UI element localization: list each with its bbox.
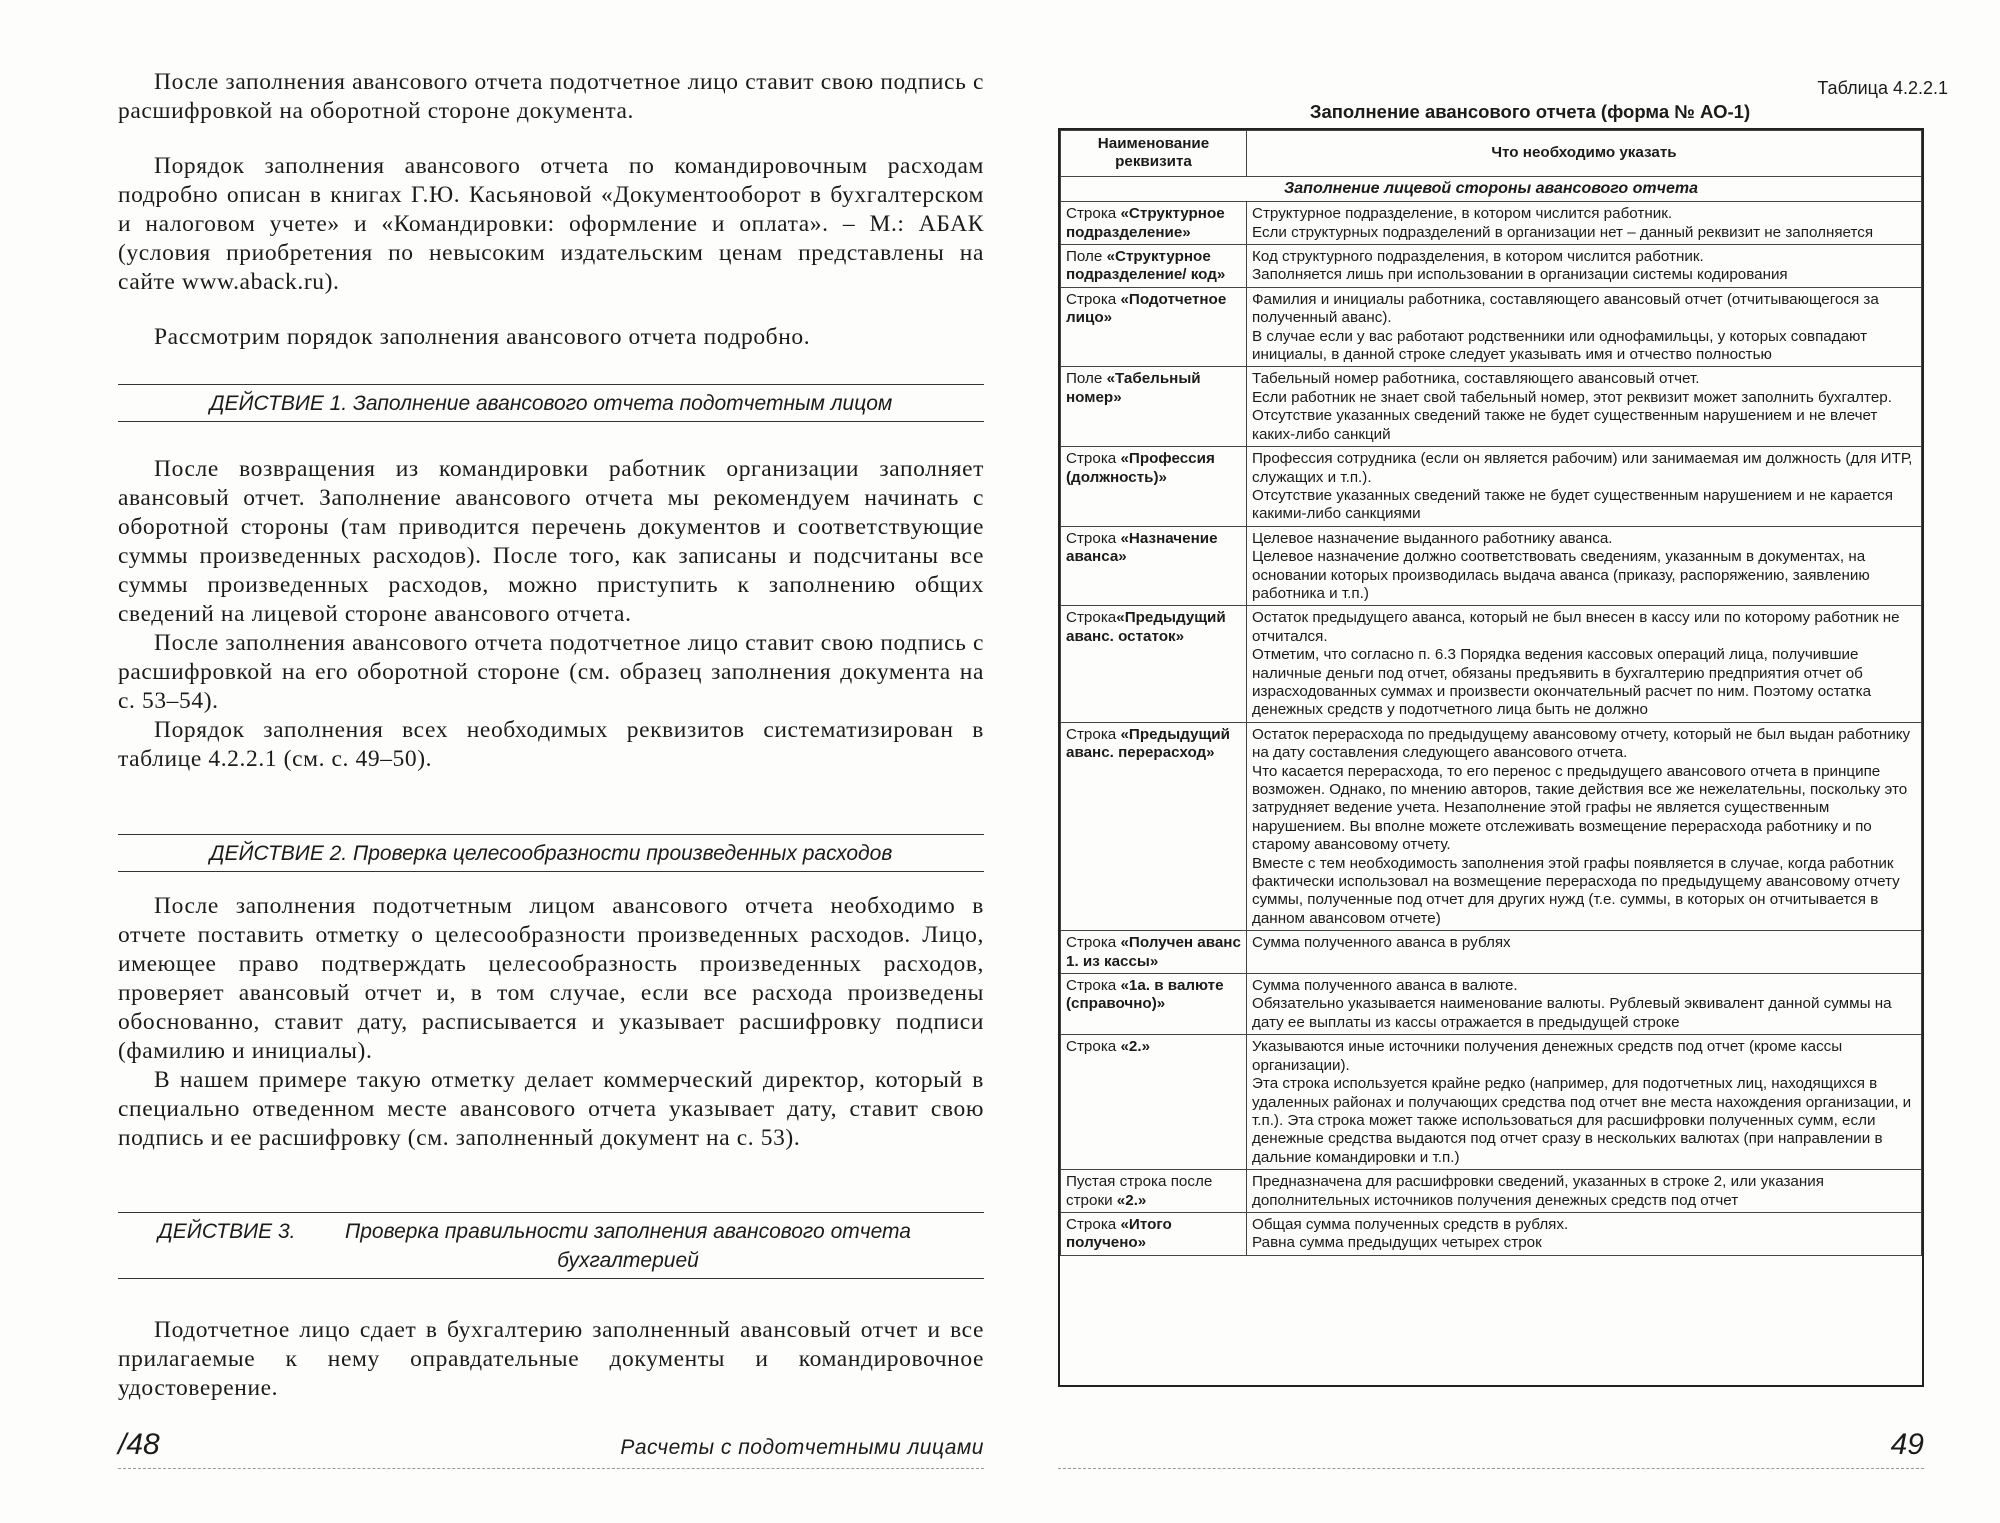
requisite-name xyxy=(1061,367,1247,447)
action-3-title: Проверка правильности заполнения авансового отчета бухгалтерией xyxy=(345,1220,911,1272)
requisite-prefix: Строка xyxy=(1066,609,1117,627)
requisite-description: Предназначена для расшифровки сведений, указанных в строке 2, или указания дополнительных источников получения денежных средств под отчет xyxy=(1247,1170,1922,1213)
requisite-prefix: Строка xyxy=(1066,934,1121,952)
paragraph: После заполнения авансового отчета подотчетное лицо ставит свою подпись с расшифровкой на его оборотной стороне (см. образец заполнения документа на с. 53–54). xyxy=(118,630,984,714)
requisite-prefix: Строка xyxy=(1066,529,1121,547)
page-number: /48 xyxy=(118,1428,160,1461)
requisite-prefix: Строка xyxy=(1066,450,1121,468)
requisite-description: Сумма полученного аванса в валюте. Обязательно указывается наименование валюты. Рублевый эквивалент данной суммы на дату ее выплаты из кассы отражается в предыдущей строке xyxy=(1247,974,1922,1035)
running-head: Расчеты с подотчетными лицами xyxy=(620,1436,984,1459)
table-row xyxy=(1061,1212,1922,1255)
table-row xyxy=(1061,974,1922,1035)
requisite-name xyxy=(1061,931,1247,974)
requisite-description: Общая сумма полученных средств в рублях. Равна сумма предыдущих четырех строк xyxy=(1247,1212,1922,1255)
requisite-prefix: Поле xyxy=(1066,370,1107,388)
requisite-description: Фамилия и инициалы работника, составляющего авансовый отчет (отчитывающегося за полученный аванс). В случае если у вас работают родственники или однофамильцы, у которых совпадают инициалы, в данной строке следует указывать имя и отчество полностью xyxy=(1247,287,1922,367)
requisite-label: «Структурное подразделение/ код» xyxy=(1066,248,1226,284)
requisite-description: Код структурного подразделения, в котором числится работник. Заполняется лишь при использовании в организации системы кодирования xyxy=(1247,245,1922,288)
paragraph: После заполнения авансового отчета подотчетное лицо ставит свою подпись с расшифровкой на оборотной стороне документа. xyxy=(118,69,984,124)
requisite-label: «Итого получено» xyxy=(1066,1215,1172,1252)
table-title: Заполнение авансового отчета (форма № АО-1) xyxy=(1309,101,1751,122)
requisite-label: «Предыдущий аванс. перерасход» xyxy=(1066,725,1230,762)
column-header: Наименование реквизита xyxy=(1061,131,1247,177)
requisite-name xyxy=(1061,245,1247,288)
paragraph: Порядок заполнения авансового отчета по командировочным расходам подробно описан в книгах Г.Ю. Касьяновой «Документооборот в бухгалтерском и налоговом учете» и «Командировки: оформление и оплата». – М.: АБАК (условия приобретения по невысоким издательским ценам представлены на сайте www.aback.ru). xyxy=(118,153,984,295)
requisite-prefix: Строка xyxy=(1066,977,1121,995)
requisite-description: Структурное подразделение, в котором числится работник. Если структурных подразделений в организации нет – данный реквизит не заполняется xyxy=(1247,202,1922,245)
table-row xyxy=(1061,1170,1922,1213)
requisite-name xyxy=(1061,606,1247,722)
requisite-prefix: Строка xyxy=(1066,290,1121,308)
requisite-name xyxy=(1061,722,1247,930)
requisite-name xyxy=(1061,287,1247,367)
requisite-prefix: Строка xyxy=(1066,205,1121,223)
requisite-prefix: Пустая строка после строки xyxy=(1066,1173,1213,1209)
requisite-description: Профессия сотрудника (если он является рабочим) или занимаемая им должность (для ИТР, служащих и т.п.). Отсутствие указанных сведений также не будет существенным нарушением и не карается какими-либо санкциями xyxy=(1247,447,1922,527)
table-row xyxy=(1061,722,1922,930)
table-row xyxy=(1061,526,1922,606)
action-3-label: ДЕЙСТВИЕ 3. xyxy=(158,1220,296,1243)
requisite-label: «Предыдущий аванс. остаток» xyxy=(1066,609,1226,645)
action-2-body xyxy=(118,892,984,1153)
right-page xyxy=(1040,0,2000,1523)
requisite-label: «2.» xyxy=(1116,1191,1147,1209)
paragraph: В нашем примере такую отметку делает коммерческий директор, который в специально отведенном месте авансового отчета указывает дату, ставит свою подпись и ее расшифровку (см. заполненный документ на с. 53). xyxy=(118,1067,984,1151)
paragraph: Подотчетное лицо сдает в бухгалтерию заполненный авансовый отчет и все прилагаемые к нему оправдательные документы и командировочное удостоверение. xyxy=(118,1317,984,1401)
left-footer xyxy=(118,1428,984,1469)
requisite-label: «Структурное подразделение» xyxy=(1066,205,1225,241)
requisite-label: «2.» xyxy=(1120,1038,1151,1056)
requisite-name xyxy=(1061,202,1247,245)
table-header-row xyxy=(1061,131,1922,177)
right-footer xyxy=(1058,1428,1924,1469)
requisite-label: «Профессия (должность)» xyxy=(1066,450,1215,486)
intro-block xyxy=(118,68,984,352)
requisite-name xyxy=(1061,447,1247,527)
requisite-prefix: Строка xyxy=(1066,1215,1121,1233)
table-row xyxy=(1061,287,1922,367)
requisite-label: «Назначение аванса» xyxy=(1066,529,1218,566)
requisite-label: «Подотчетное лицо» xyxy=(1066,290,1227,327)
requisite-name xyxy=(1061,1035,1247,1170)
paragraph: После заполнения подотчетным лицом авансового отчета необходимо в отчете поставить отметку о целесообразности произведенных расходов. Лицо, имеющее право подтверждать целесообразность произведенных расходов, проверяет авансовый отчет и, в том случае, если все расхода произведены обоснованно, ставит дату, расписывается и указывает расшифровку подписи (фамилию и инициалы). xyxy=(118,893,984,1064)
action-1-body xyxy=(118,455,984,774)
requisite-prefix: Строка xyxy=(1066,725,1121,743)
requisite-label: «Табельный номер» xyxy=(1066,370,1201,406)
requisite-description: Сумма полученного аванса в рублях xyxy=(1247,931,1922,974)
action-2-heading: ДЕЙСТВИЕ 2. Проверка целесообразности произведенных расходов xyxy=(118,834,984,872)
requisite-name xyxy=(1061,974,1247,1035)
requisites-table xyxy=(1058,128,1924,1387)
table-row xyxy=(1061,931,1922,974)
section-row xyxy=(1061,176,1922,201)
requisite-prefix: Поле xyxy=(1066,248,1107,266)
table-number: Таблица 4.2.2.1 xyxy=(1817,78,1948,98)
section-title: Заполнение лицевой стороны авансового отчета xyxy=(1061,176,1922,201)
table-row xyxy=(1061,606,1922,722)
table-row xyxy=(1061,245,1922,288)
table-row xyxy=(1061,1035,1922,1170)
column-header: Что необходимо указать xyxy=(1247,131,1922,177)
action-1-heading: ДЕЙСТВИЕ 1. Заполнение авансового отчета подотчетным лицом xyxy=(118,384,984,422)
requisite-description: Табельный номер работника, составляющего авансовый отчет. Если работник не знает свой табельный номер, этот реквизит может заполнить бухгалтер. Отсутствие указанных сведений также не будет существенным нарушением и не влечет каких-либо санкций xyxy=(1247,367,1922,447)
requisite-prefix: Строка xyxy=(1066,1038,1121,1056)
requisite-label: «Получен аванс 1. из кассы» xyxy=(1066,934,1241,970)
table-row xyxy=(1061,447,1922,527)
table-row xyxy=(1061,367,1922,447)
requisite-label: «1а. в валюте (справочно)» xyxy=(1066,977,1224,1013)
action-3-heading xyxy=(118,1212,984,1279)
requisite-description: Остаток предыдущего аванса, который не был внесен в кассу или по которому работник не отчитался. Отметим, что согласно п. 6.3 Порядка ведения кассовых операций лица, получившие наличные деньги под отчет, обязаны предъявить в бухгалтерию предприятия отчет об израсходованных суммах и произвести окончательный расчет по ним. Поэтому остатка денежных средств у подотчетного лица быть не должно xyxy=(1247,606,1922,722)
requisite-name xyxy=(1061,526,1247,606)
requisite-name xyxy=(1061,1170,1247,1213)
paragraph: Рассмотрим порядок заполнения авансового отчета подробно. xyxy=(154,324,811,350)
paragraph: После возвращения из командировки работник организации заполняет авансовый отчет. Заполнение авансового отчета мы рекомендуем начинать с оборотной стороны (там приводится перечень документов и соответствующие суммы произведенных расходов). После того, как записаны и подсчитаны все суммы произведенных расходов, можно приступить к заполнению общих сведений на лицевой стороне авансового отчета. xyxy=(118,456,984,627)
table-row xyxy=(1061,202,1922,245)
requisite-description: Указываются иные источники получения денежных средств под отчет (кроме кассы организации). Эта строка используется крайне редко (например, для подотчетных лиц, находящихся в удаленных районах и получающих средства под отчет вне места нахождения организации, и т.п.). Эта строка может также использоваться для расшифровки полученных сумм, если денежные средства выдаются под отчет сразу в нескольких валютах (при направлении в дальние командировки и т.п.) xyxy=(1247,1035,1922,1170)
requisite-description: Остаток перерасхода по предыдущему авансовому отчету, который не был выдан работнику на дату составления следующего авансового отчета. Что касается перерасхода, то его перенос с предыдущего авансового отчета в принципе возможен. Однако, по мнению авторов, такие действия все же нежелательны, поскольку это затрудняет ведение учета. Незаполнение этой графы не является существенным нарушением. Вы вполне можете отслеживать возмещение перерасхода работнику и по старому авансовому отчету. Вместе с тем необходимость заполнения этой графы появляется в случае, когда работник фактически использовал на возмещение перерасхода по предыдущему авансовому отчету суммы, полученные под отчет для других нужд (т.е. суммы, в которых он отчитывается в данном авансовом отчете) xyxy=(1247,722,1922,930)
requisite-name xyxy=(1061,1212,1247,1255)
requisite-description: Целевое назначение выданного работнику аванса. Целевое назначение должно соответствовать сведениям, указанным в документах, на основании которых производилась выдача аванса (приказу, распоряжению, заявлению работника и т.п.) xyxy=(1247,526,1922,606)
action-3-body xyxy=(118,1316,984,1403)
paragraph: Порядок заполнения всех необходимых реквизитов систематизирован в таблице 4.2.2.1 (см. с. 49–50). xyxy=(118,717,984,772)
page-number: 49 xyxy=(1890,1428,1924,1461)
